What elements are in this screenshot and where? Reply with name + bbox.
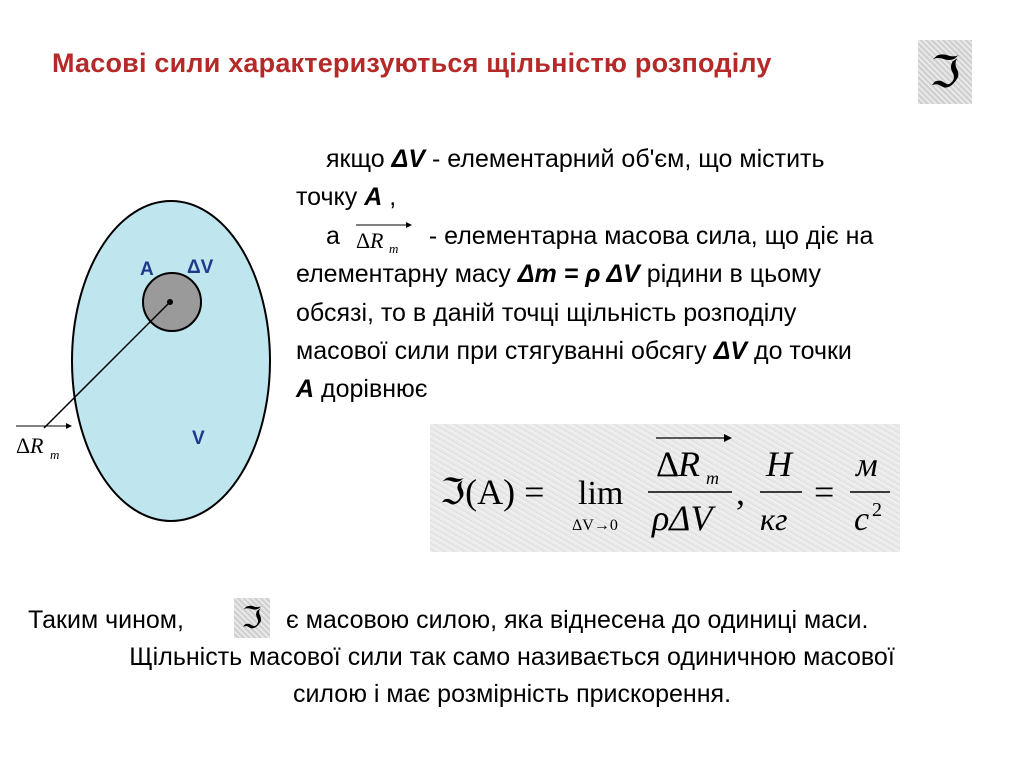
formula-eq: =: [814, 472, 835, 512]
formula-num-r: R: [678, 444, 700, 484]
conclusion-line-3: силою і має розмірність прискорення.: [292, 680, 732, 708]
label-a: A: [140, 259, 154, 280]
formula-num-m: m: [706, 468, 719, 488]
delta-r-m-symbol: [354, 220, 416, 254]
inline-density-symbol: ℑ: [241, 601, 263, 635]
conclusion-line-2: Щільність масової сили так само називається одиничною масової: [129, 643, 895, 671]
vector-arrowhead: [66, 423, 72, 429]
formula-comma: ,: [736, 472, 745, 512]
formula-lim-sub: ΔV→0: [572, 517, 618, 534]
formula-lhs: ℑ(A) =: [440, 472, 545, 512]
label-m: m: [50, 447, 60, 462]
definition-paragraph: [296, 140, 996, 409]
formula-unit2-num: м: [856, 447, 878, 484]
para-line-6: масової сили при стягуванні обсягу ΔV до точки: [296, 336, 852, 365]
svg-text:R: R: [369, 228, 384, 254]
formula-unit1-den: кг: [760, 501, 788, 537]
density-formula: [430, 424, 900, 552]
para-line-1: якщо ΔV - елементарний об'єм, що містить: [326, 145, 825, 173]
formula-svg: [430, 424, 900, 552]
svg-text:Δ: Δ: [355, 228, 371, 254]
svg-text:m: m: [388, 241, 399, 255]
para-line-5: обсязі, то в даній точці щільність розподілу: [296, 298, 797, 327]
inline-density-symbol-icon: [234, 598, 270, 638]
formula-unit2-exp: 2: [872, 499, 882, 521]
fluid-volume: [72, 201, 270, 521]
label-r: R: [30, 433, 44, 458]
formula-num-arrowhead: [724, 434, 732, 442]
formula-unit1-num: H: [766, 444, 792, 484]
label-delta-v: ΔV: [187, 257, 214, 278]
formula-lim: lim: [578, 475, 624, 512]
para-line-3: а Δ R m - елементарна масова сила, що діє на: [326, 221, 874, 255]
conclusion-post: є масовою силою, яка віднесена до одиниці маси.: [286, 606, 869, 634]
para-line-7: A дорівнює: [296, 375, 428, 404]
volume-diagram: [0, 190, 300, 530]
density-symbol-icon: [918, 40, 972, 104]
density-symbol: ℑ: [929, 47, 961, 97]
formula-den: ρΔV: [652, 498, 713, 538]
conclusion-pre: Таким чином,: [28, 606, 184, 634]
label-delta: Δ: [16, 433, 31, 458]
formula-unit2-den: c: [854, 501, 870, 538]
label-v: V: [192, 428, 205, 449]
formula-num-delta: Δ: [656, 444, 680, 484]
para-line-4: елементарну масу Δm = ρ ΔV рідини в цьому: [296, 260, 821, 289]
slide-title: Масові сили характеризуються щільністю розподілу: [52, 48, 772, 78]
para-line-2: точку A ,: [296, 183, 397, 212]
